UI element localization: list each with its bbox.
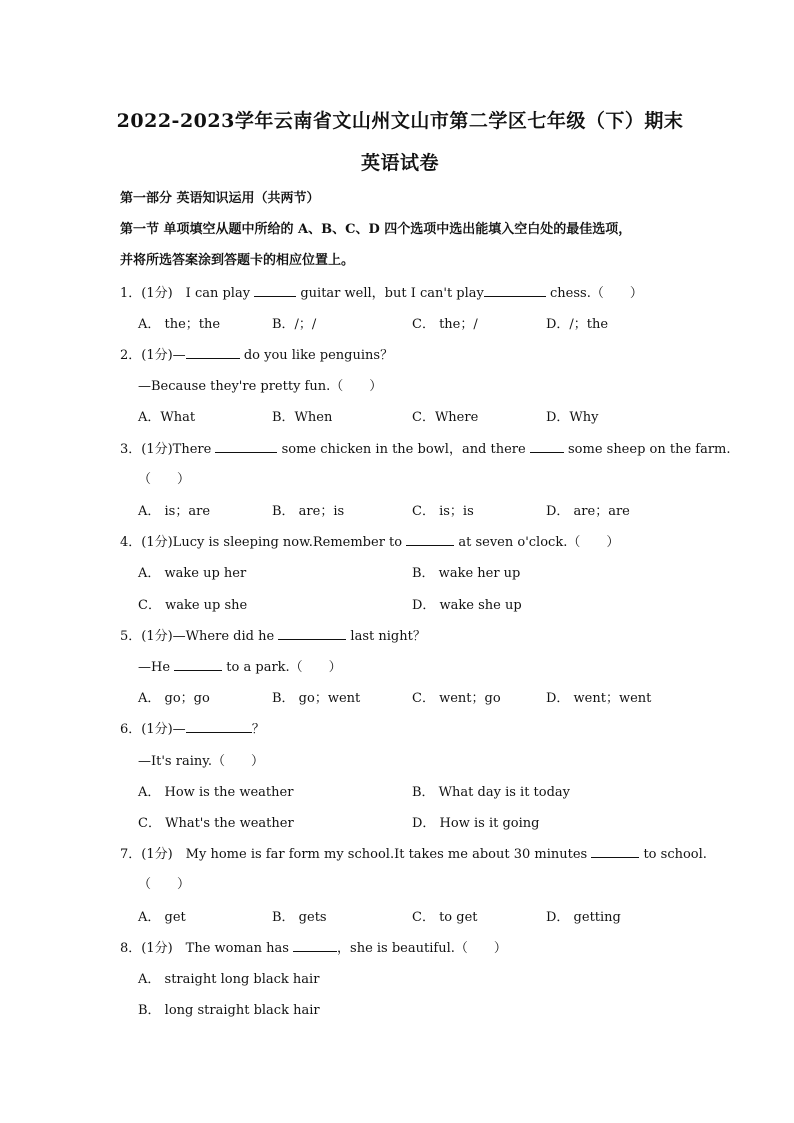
question-2-option-c: C．Where (412, 410, 479, 425)
question-7-line2: （ ） (138, 877, 191, 892)
question-8-option-b: B． long straight black hair (138, 1003, 320, 1018)
answer-blank (406, 533, 454, 546)
question-7-option-c: C． to get (412, 910, 478, 925)
answer-blank (254, 284, 296, 297)
question-4-text-b: at seven o'clock.（ ） (454, 535, 620, 550)
question-2-option-a: A．What (138, 410, 196, 425)
answer-blank (186, 346, 240, 359)
answer-blank (293, 939, 337, 952)
question-3-option-d: D． are；are (546, 504, 630, 519)
question-4-option-a: A． wake up her (138, 566, 247, 581)
question-4-option-b: B． wake her up (412, 566, 521, 581)
question-7-option-a: A． get (138, 910, 186, 925)
question-3-line2: （ ） (138, 472, 191, 487)
section-instruction-line2: 并将所选答案涂到答题卡的相应位置上。 (120, 253, 355, 268)
question-6-option-c: C． What's the weather (138, 816, 294, 831)
question-6-text-b: ？ (251, 722, 265, 737)
question-8-option-a: A． straight long black hair (138, 972, 320, 987)
question-5-option-b: B． go；went (272, 691, 361, 706)
question-1-option-b: B．/；/ (272, 317, 317, 332)
question-7-option-b: B． gets (272, 910, 327, 925)
question-5-text-a: 5．(1分)—Where did he (120, 629, 279, 644)
question-2-line2: —Because they're pretty fun.（ ） (138, 379, 383, 394)
question-6-option-a: A． How is the weather (138, 785, 294, 800)
question-3-text-a: 3．(1分)There (120, 442, 216, 457)
question-5-option-c: C． went；go (412, 691, 501, 706)
question-4-stem (120, 531, 619, 550)
question-8-text-a: 8．(1分) The woman has (120, 941, 294, 956)
question-2-text-a: 2．(1分)— (120, 348, 186, 363)
answer-blank (530, 440, 564, 453)
question-5-line2-text-b: to a park.（ ） (222, 660, 342, 675)
question-1-option-a: A． the；the (138, 317, 221, 332)
question-4-option-d: D． wake she up (412, 598, 522, 613)
question-8-stem (120, 937, 507, 956)
question-4-option-c: C． wake up she (138, 598, 248, 613)
question-7-stem (120, 843, 707, 862)
answer-blank (215, 440, 277, 453)
question-1-text-c: chess.（ ） (545, 286, 643, 301)
question-1-text-b: guitar well，but I can't play (296, 286, 484, 301)
question-6-option-d: D． How is it going (412, 816, 540, 831)
question-8-text-b: ，she is beautiful.（ ） (337, 941, 507, 956)
question-3-text-c: some sheep on the farm. (563, 442, 731, 457)
question-5-stem (120, 625, 426, 644)
question-1-option-c: C． the；/ (412, 317, 478, 332)
answer-blank (278, 627, 346, 640)
question-3-stem (120, 438, 731, 457)
question-2-option-b: B．When (272, 410, 333, 425)
question-5-line2-text-a: —He (138, 660, 175, 675)
exam-title-line1: 2022-2023学年云南省文山州文山市第二学区七年级（下）期末 (116, 110, 684, 132)
question-6-line2: —It's rainy.（ ） (138, 754, 264, 769)
question-5-option-a: A． go；go (138, 691, 210, 706)
question-2-text-b: do you like penguins？ (239, 348, 394, 363)
question-6-option-b: B． What day is it today (412, 785, 571, 800)
question-3-option-c: C． is；is (412, 504, 474, 519)
question-3-text-b: some chicken in the bowl，and there (277, 442, 530, 457)
section-instruction-line1: 第一节 单项填空从题中所给的 A、B、C、D 四个选项中选出能填入空白处的最佳选项， (120, 222, 632, 237)
question-7-option-d: D． getting (546, 910, 621, 925)
answer-blank (591, 845, 639, 858)
question-6-stem (120, 718, 265, 737)
question-7-text-a: 7．(1分) My home is far form my school.It takes me about 30 minutes (120, 847, 592, 862)
answer-blank (186, 720, 252, 733)
question-6-text-a: 6．(1分)— (120, 722, 186, 737)
question-5-option-d: D． went；went (546, 691, 652, 706)
question-1-stem (120, 282, 643, 301)
exam-title-line2: 英语试卷 (360, 152, 439, 174)
answer-blank (174, 658, 222, 671)
part-heading: 第一部分 英语知识运用（共两节） (120, 191, 320, 206)
answer-blank (484, 284, 546, 297)
question-1-option-d: D．/；the (546, 317, 609, 332)
question-2-stem (120, 344, 393, 363)
question-2-option-d: D．Why (546, 410, 599, 425)
question-1-text-a: 1．(1分) I can play (120, 286, 255, 301)
question-5-line2 (138, 656, 342, 675)
question-3-option-b: B． are；is (272, 504, 345, 519)
question-7-text-b: to school. (639, 847, 707, 862)
question-4-text-a: 4．(1分)Lucy is sleeping now.Remember to (120, 535, 407, 550)
question-3-option-a: A． is；are (138, 504, 211, 519)
question-5-text-b: last night？ (346, 629, 426, 644)
